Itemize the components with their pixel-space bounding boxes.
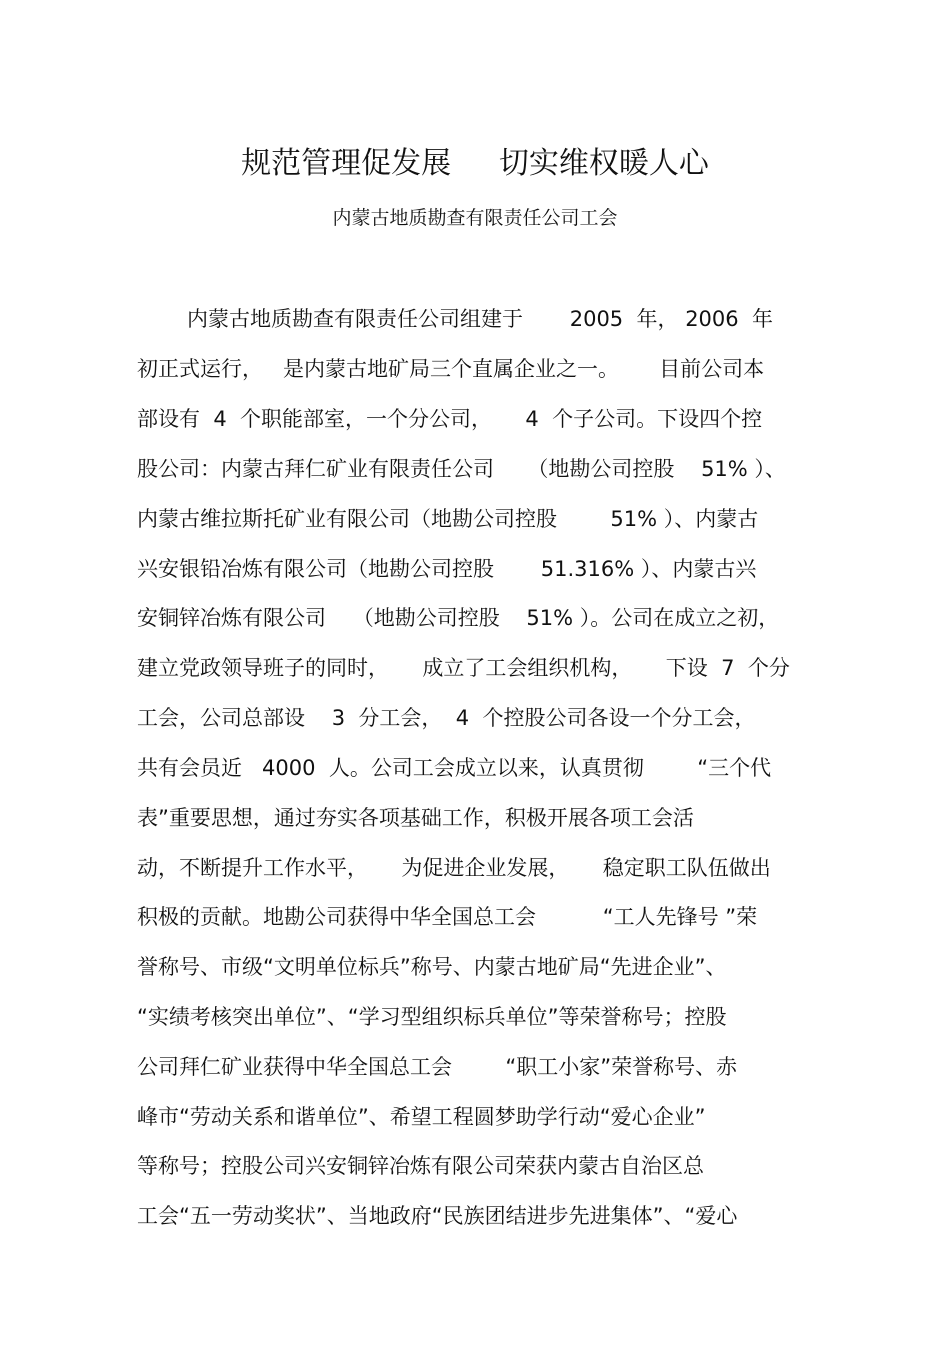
body-line: 峰市“劳动关系和谐单位”、希望工程圆梦助学行动“爱心企业” [137, 1105, 706, 1129]
document-title: 规范管理促发展 切实维权暖人心 [241, 146, 709, 181]
body-line: 共有会员近 4000 人。公司工会成立以来，认真贯彻 “三个代 [137, 756, 772, 780]
body-line: 股公司：内蒙古拜仁矿业有限责任公司 （地勘公司控股 51% ）、 [137, 457, 786, 481]
body-line: 等称号；控股公司兴安铜锌冶炼有限公司荣获内蒙古自治区总 [137, 1154, 704, 1178]
body-line: 部设有 4 个职能部室，一个分公司， 4 个子公司。下设四个控 [137, 407, 763, 431]
body-line: 内蒙古维拉斯托矿业有限公司（地勘公司控股 51% ）、内蒙古 [137, 507, 759, 531]
body-line: 建立党政领导班子的同时， 成立了工会组织机构， 下设 7 个分 [137, 656, 790, 680]
body-line: 积极的贡献。地勘公司获得中华全国总工会 “工人先锋号 ”荣 [137, 905, 758, 929]
document-subtitle: 内蒙古地质勘查有限责任公司工会 [332, 207, 618, 229]
body-line: 初正式运行， 是内蒙古地矿局三个直属企业之一。 目前公司本 [137, 357, 765, 381]
body-line: 内蒙古地质勘查有限责任公司组建于 2005 年， 2006 年 [187, 307, 773, 331]
body-line: 誉称号、市级“文明单位标兵”称号、内蒙古地矿局“先进企业”、 [137, 955, 727, 979]
body-line: 安铜锌冶炼有限公司 （地勘公司控股 51% ）。公司在成立之初， [137, 606, 780, 630]
body-line: 工会“五一劳动奖状”、当地政府“民族团结进步先进集体”、“爱心 [137, 1204, 738, 1228]
body-line: 动，不断提升工作水平， 为促进企业发展， 稳定职工队伍做出 [137, 856, 771, 880]
body-line: 工会，公司总部设 3 分工会， 4 个控股公司各设一个分工会， [137, 706, 756, 730]
body-line: “实绩考核突出单位”、“学习型组织标兵单位”等荣誉称号；控股 [137, 1005, 727, 1029]
body-line: 公司拜仁矿业获得中华全国总工会 “职工小家”荣誉称号、赤 [137, 1055, 738, 1079]
body-line: 兴安银铅冶炼有限公司（地勘公司控股 51.316% ）、内蒙古兴 [137, 557, 757, 581]
body-line: 表”重要思想，通过夯实各项基础工作，积极开展各项工会活 [137, 806, 694, 830]
